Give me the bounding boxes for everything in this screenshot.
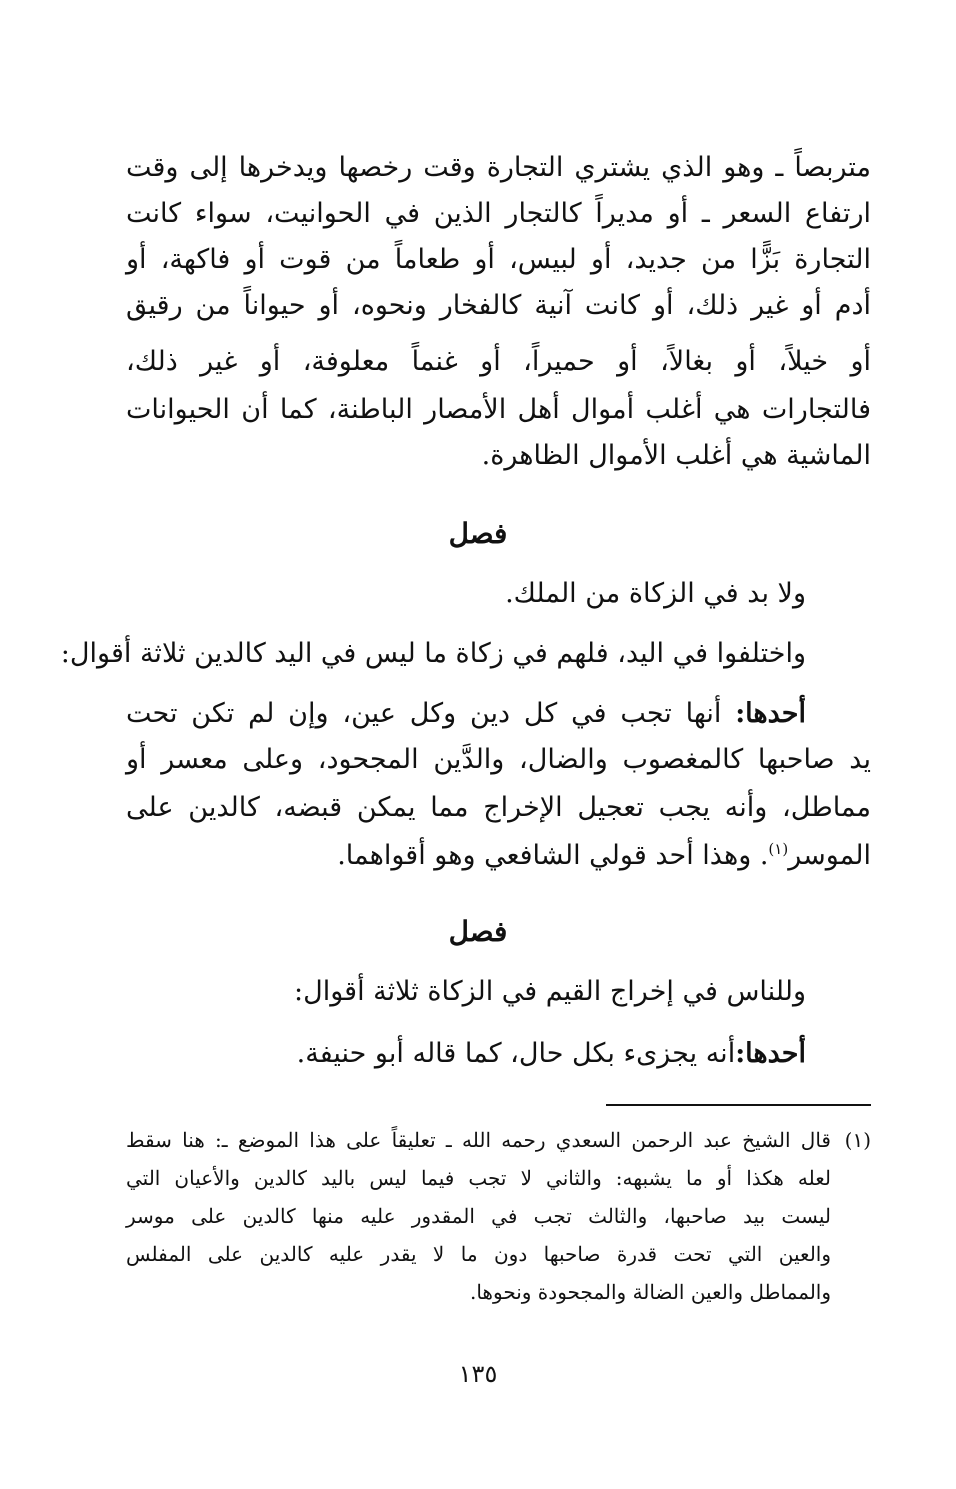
footnote-number: (١) [844, 1128, 871, 1152]
footnote-line: لعله هكذا أو ما يشبهه: والثاني لا تجب فيما ليس باليد كالدين والأعيان التي [126, 1166, 831, 1190]
opinion-text: أنه يجزىء بكل حال، كما قاله أبو حنيفة. [296, 1038, 736, 1069]
paragraph-line: مماطل، وأنه يجب تعجيل الإخراج مما يمكن قبضه، كالدين على [126, 792, 871, 823]
paragraph-line: يد صاحبها كالمغصوب والضال، والدَّين المجحود، وعلى معسر أو [126, 744, 871, 775]
page-number: ١٣٥ [458, 1360, 498, 1388]
paragraph-line: ارتفاع السعر ـ أو مديراً كالتجار الذين في الحوانيت، سواء كانت [126, 198, 871, 229]
paragraph-line: أدم أو غير ذلك، أو كانت آنية كالفخار ونحوه، أو حيواناً من رقيق [126, 290, 871, 321]
opinion-label: أحدها: [735, 1038, 806, 1069]
section-heading: فصل [448, 517, 508, 550]
footnote-separator [606, 1104, 871, 1106]
opinion-label: أحدها: [735, 698, 806, 729]
footnote-line: ليست بيد صاحبها، والثالث تجب في المقدور عليه منها كالدين على موسر [126, 1204, 831, 1228]
paragraph-line: وللناس في إخراج القيم في الزكاة ثلاثة أقوال: [294, 976, 806, 1007]
paragraph-line: متربصاً ـ وهو الذي يشتري التجارة وقت رخصها ويدخرها إلى وقت [126, 152, 871, 183]
footnote-line: والعين التي تحت قدرة صاحبها دون ما لا يقدر عليه كالدين على المفلس [126, 1242, 831, 1266]
paragraph-line [126, 836, 871, 876]
footnote-line: قال الشيخ عبد الرحمن السعدي رحمه الله ـ تعليقاً على هذا الموضع ـ: هنا سقط [126, 1128, 831, 1152]
paragraph-line [126, 694, 806, 734]
paragraph-text: . وهذا أحد قولي الشافعي وهو أقواهما. [337, 840, 769, 871]
paragraph-line: واختلفوا في اليد، فلهم في زكاة ما ليس في اليد كالدين ثلاثة أقوال: [60, 638, 806, 669]
paragraph-line [126, 1034, 806, 1074]
paragraph-line: ولا بد في الزكاة من الملك. [505, 578, 806, 609]
paragraph-line: التجارة بَزًّا من جديد، أو لبيس، أو طعاماً من قوت أو فاكهة، أو [126, 244, 871, 275]
opinion-text: أنها تجب في كل دين وكل عين، وإن لم تكن تحت [126, 698, 736, 729]
footnote-reference[interactable]: (١) [768, 840, 789, 858]
paragraph-line: فالتجارات هي أغلب أموال أهل الأمصار الباطنة، كما أن الحيوانات [126, 394, 871, 425]
paragraph-line: أو خيلاً، أو بغالاً، أو حميراً، أو غنماً معلوفة، أو غير ذلك، [126, 346, 871, 377]
paragraph-text: الموسر [788, 840, 871, 871]
paragraph-line: الماشية هي أغلب الأموال الظاهرة. [481, 440, 871, 471]
footnote-line: والمماطل والعين الضالة والمجحودة ونحوها. [469, 1280, 831, 1304]
section-heading: فصل [448, 915, 508, 948]
